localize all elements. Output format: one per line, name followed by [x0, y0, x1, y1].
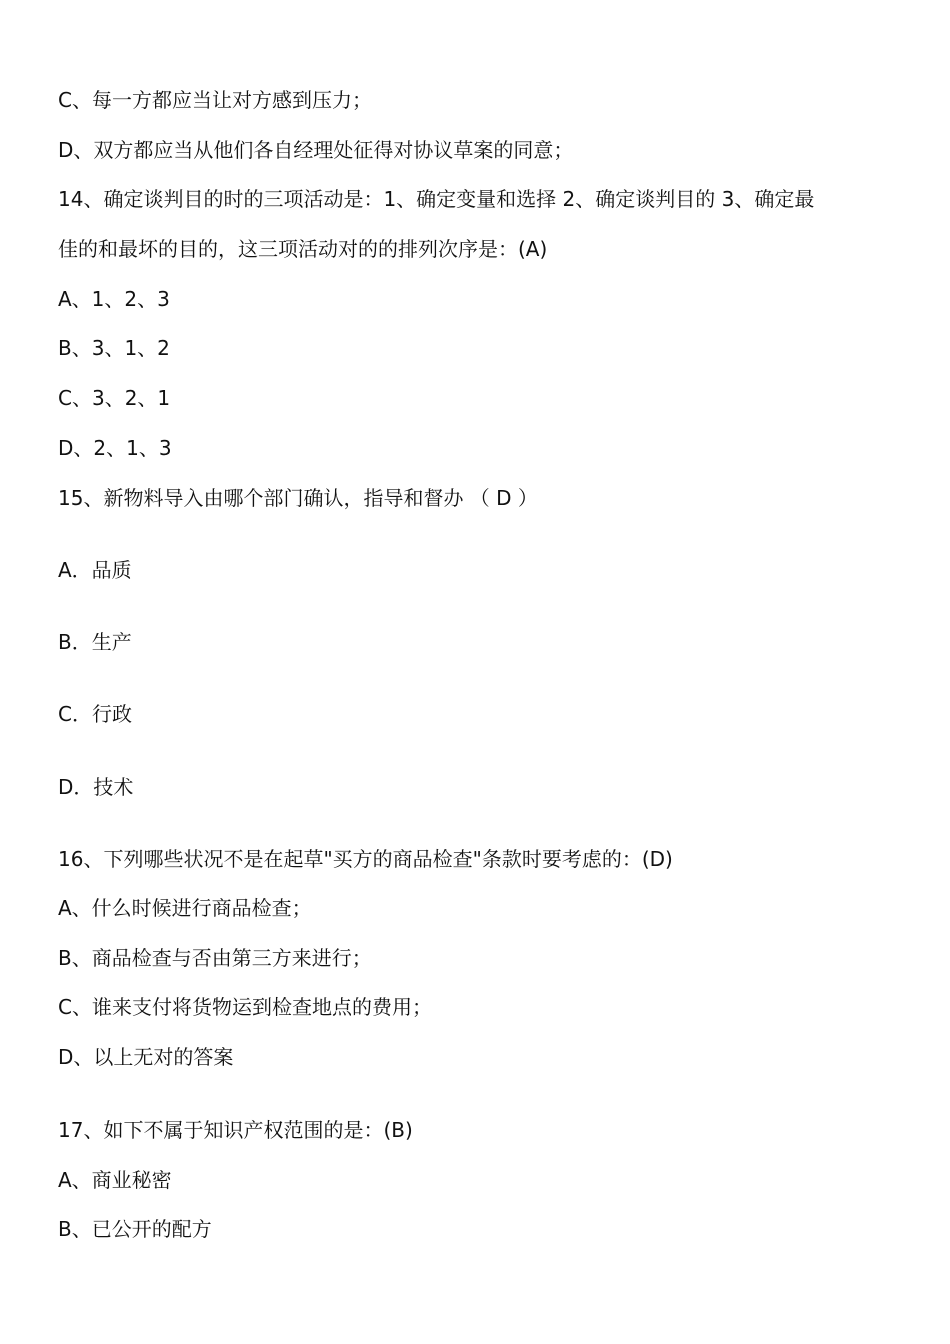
option-line: B．生产 — [58, 630, 132, 654]
question-line: 16、下列哪些状况不是在起草"买方的商品检查"条款时要考虑的：(D) — [58, 847, 673, 871]
question-line: 15、新物料导入由哪个部门确认，指导和督办 （ D ） — [58, 486, 538, 510]
option-line: D、以上无对的答案 — [58, 1045, 234, 1069]
option-line: A、商业秘密 — [58, 1168, 172, 1192]
question-line: 14、确定谈判目的时的三项活动是：1、确定变量和选择 2、确定谈判目的 3、确定最 — [58, 187, 815, 211]
option-line: C、3、2、1 — [58, 386, 171, 410]
option-line: A、什么时候进行商品检查； — [58, 896, 312, 920]
option-line: A．品质 — [58, 558, 132, 582]
option-line: C、每一方都应当让对方感到压力； — [58, 88, 372, 112]
option-line: D、双方都应当从他们各自经理处征得对协议草案的同意； — [58, 138, 574, 162]
option-line: A、1、2、3 — [58, 287, 170, 311]
option-line: D．技术 — [58, 775, 134, 799]
question-line: 17、如下不属于知识产权范围的是：(B) — [58, 1118, 413, 1142]
option-line: B、已公开的配方 — [58, 1217, 212, 1241]
option-line: B、商品检查与否由第三方来进行； — [58, 946, 372, 970]
option-line: B、3、1、2 — [58, 336, 170, 360]
option-line: C、谁来支付将货物运到检查地点的费用； — [58, 995, 432, 1019]
option-line: D、2、1、3 — [58, 436, 172, 460]
option-line: C．行政 — [58, 702, 132, 726]
question-line: 佳的和最坏的目的，这三项活动对的的排列次序是：(A) — [58, 237, 548, 261]
